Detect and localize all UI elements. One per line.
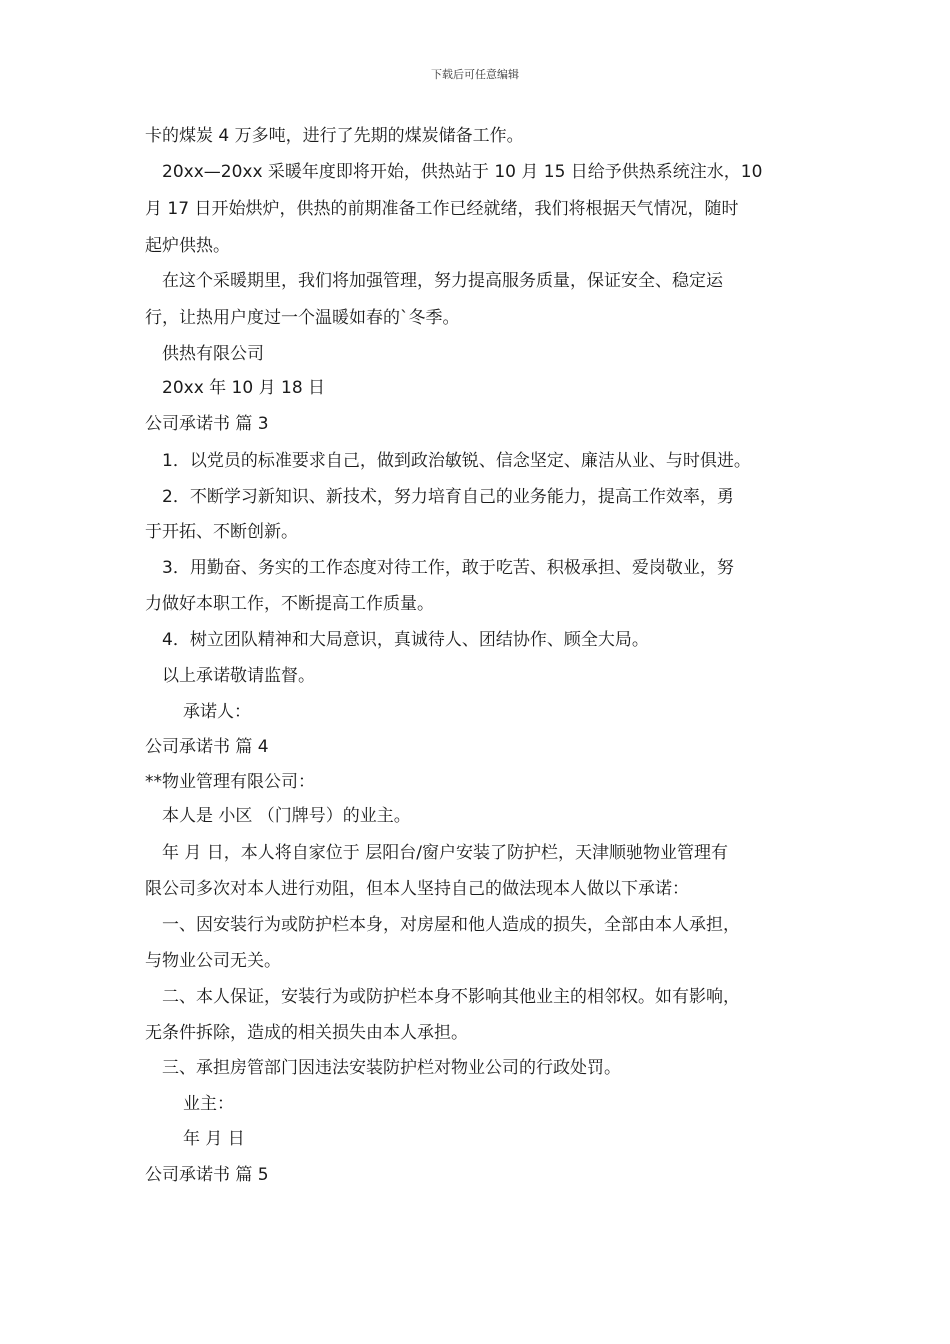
text-line: 月 17 日开始烘炉，供热的前期准备工作已经就绪，我们将根据天气情况，随时: [145, 199, 739, 219]
text-line: 4．树立团队精神和大局意识，真诚待人、团结协作、顾全大局。: [162, 630, 649, 650]
section-heading: 公司承诺书 篇 3: [145, 414, 269, 434]
section-heading: 公司承诺书 篇 4: [145, 737, 269, 757]
text-line: 三、承担房管部门因违法安装防护栏对物业公司的行政处罚。: [162, 1058, 621, 1078]
text-line: 一、因安装行为或防护栏本身，对房屋和他人造成的损失，全部由本人承担，: [162, 915, 740, 935]
text-line: 2．不断学习新知识、新技术，努力培育自己的业务能力，提高工作效率，勇: [162, 487, 734, 507]
text-line: 于开拓、不断创新。: [145, 522, 298, 542]
text-line: 与物业公司无关。: [145, 951, 281, 971]
text-line: 卡的煤炭 4 万多吨，进行了先期的煤炭储备工作。: [145, 126, 524, 146]
text-line: 1．以党员的标准要求自己，做到政治敏锐、信念坚定、廉洁从业、与时俱进。: [162, 451, 751, 471]
page-header: 下载后可任意编辑: [431, 68, 519, 81]
text-line: 限公司多次对本人进行劝阻，但本人坚持自己的做法现本人做以下承诺：: [145, 879, 689, 899]
text-line: 年 月 日，本人将自家位于 层阳台/窗户安装了防护栏，天津顺驰物业管理有: [162, 843, 728, 863]
date-line: 年 月 日: [183, 1129, 245, 1149]
text-line: **物业管理有限公司：: [145, 772, 315, 792]
text-line: 力做好本职工作，不断提高工作质量。: [145, 594, 434, 614]
text-line: 无条件拆除，造成的相关损失由本人承担。: [145, 1023, 468, 1043]
text-line: 在这个采暖期里，我们将加强管理，努力提高服务质量，保证安全、稳定运: [162, 271, 723, 291]
text-line: 20xx—20xx 采暖年度即将开始，供热站于 10 月 15 日给予供热系统注水，10: [162, 162, 763, 182]
section-heading: 公司承诺书 篇 5: [145, 1165, 269, 1185]
text-line: 本人是 小区 （门牌号）的业主。: [162, 806, 411, 826]
signature-label: 业主：: [183, 1094, 234, 1114]
signature-label: 承诺人：: [183, 702, 251, 722]
text-line: 20xx 年 10 月 18 日: [162, 378, 326, 398]
text-line: 行，让热用户度过一个温暖如春的`冬季。: [145, 308, 460, 328]
text-line: 起炉供热。: [145, 236, 230, 256]
text-line: 供热有限公司: [162, 344, 264, 364]
text-line: 以上承诺敬请监督。: [162, 666, 315, 686]
text-line: 3．用勤奋、务实的工作态度对待工作，敢于吃苦、积极承担、爱岗敬业，努: [162, 558, 734, 578]
text-line: 二、本人保证，安装行为或防护栏本身不影响其他业主的相邻权。如有影响，: [162, 987, 740, 1007]
